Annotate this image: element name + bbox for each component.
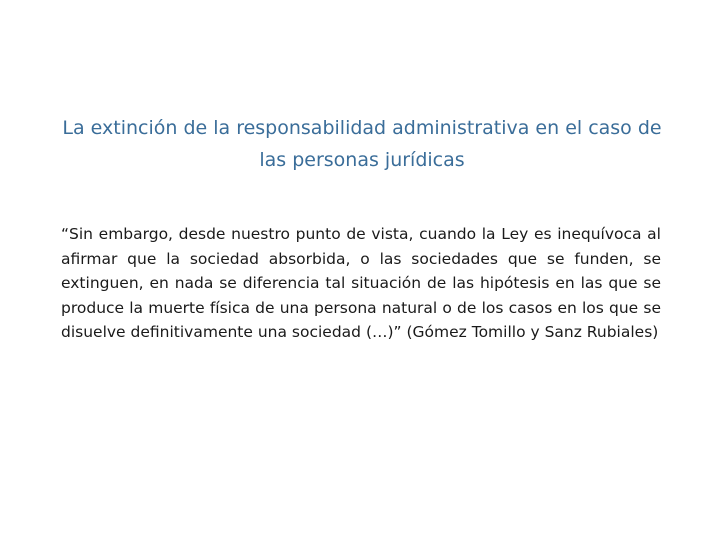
quote-paragraph: “Sin embargo, desde nuestro punto de vista, cuando la Ley es inequívoca al afirmar que la sociedad absorbida, o las sociedades que se funden, se extinguen, en nada se diferencia tal situación de las hipótesis en las que se produce la muerte física de una persona natural o de los casos en los que se disuelve definitivamente una sociedad (…)” (Gómez Tomillo y Sanz Rubiales) [61, 225, 661, 341]
slide-title: La extinción de la responsabilidad administrativa en el caso de las personas jurídicas [62, 117, 662, 171]
